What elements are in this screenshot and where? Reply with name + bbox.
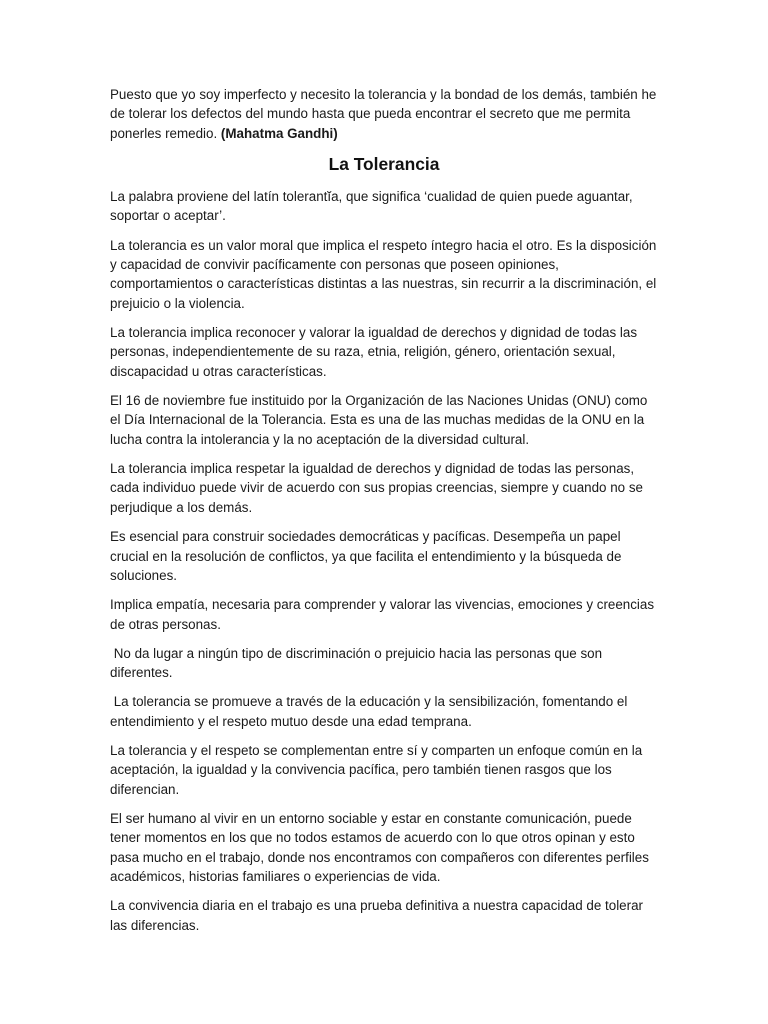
paragraph: El ser humano al vivir en un entorno sociable y estar en constante comunicación, puede tener momentos en los que no todos estamos de acuerdo con lo que otros opinan y esto pasa mucho en el trabajo, donde nos encontramos con compañeros con diferentes perfiles académicos, historias familiares o experiencias de vida. — [110, 810, 649, 885]
paragraph: La tolerancia implica reconocer y valorar la igualdad de derechos y dignidad de todas las personas, independientemente de su raza, etnia, religión, género, orientación sexual, discapacidad u otras características. — [110, 325, 638, 379]
paragraph: Implica empatía, necesaria para comprender y valorar las vivencias, emociones y creencias de otras personas. — [110, 597, 655, 632]
paragraph: No da lugar a ningún tipo de discriminación o prejuicio hacia las personas que son diferentes. — [110, 645, 606, 681]
document-title: La Tolerancia — [328, 154, 440, 175]
paragraph: Es esencial para construir sociedades democráticas y pacíficas. Desempeña un papel crucial en la resolución de conflictos, ya que facilita el entendimiento y la búsqueda de soluciones. — [110, 529, 622, 583]
paragraph: La convivencia diaria en el trabajo es una prueba definitiva a nuestra capacidad de tolerar las diferencias. — [110, 898, 643, 933]
paragraph: La tolerancia es un valor moral que implica el respeto íntegro hacia el otro. Es la disposición y capacidad de convivir pacíficamente con personas que poseen opiniones, comportamientos o características distintas a las nuestras, sin recurrir a la discriminación, el prejuicio o la violencia. — [110, 237, 657, 311]
paragraph: La palabra proviene del latín tolerantĭa, que significa ‘cualidad de quien puede aguantar, soportar o aceptar’. — [110, 189, 633, 224]
epigraph-quote — [110, 85, 658, 143]
epigraph-text: Puesto que yo soy imperfecto y necesito la tolerancia y la bondad de los demás, también he de tolerar los defectos del mundo hasta que pueda encontrar el secreto que me permita ponerles remedio. — [110, 87, 657, 141]
paragraph: La tolerancia se promueve a través de la educación y la sensibilización, fomentando el entendimiento y el respeto mutuo desde una edad temprana. — [110, 694, 632, 729]
paragraph: La tolerancia implica respetar la igualdad de derechos y dignidad de todas las personas, cada individuo puede vivir de acuerdo con sus propias creencias, siempre y cuando no se perjudique a los demás. — [110, 461, 643, 515]
document-body — [110, 85, 658, 945]
paragraph: El 16 de noviembre fue instituido por la Organización de las Naciones Unidas (ONU) como el Día Internacional de la Tolerancia. Esta es una de las muchas medidas de la ONU en la lucha contra la intolerancia y la no aceptación de la diversidad cultural. — [110, 393, 648, 447]
epigraph-author: (Mahatma Gandhi) — [220, 125, 338, 141]
paragraph: La tolerancia y el respeto se complementan entre sí y comparten un enfoque común en la aceptación, la igualdad y la convivencia pacífica, pero también tienen rasgos que los diferencian. — [110, 742, 643, 797]
